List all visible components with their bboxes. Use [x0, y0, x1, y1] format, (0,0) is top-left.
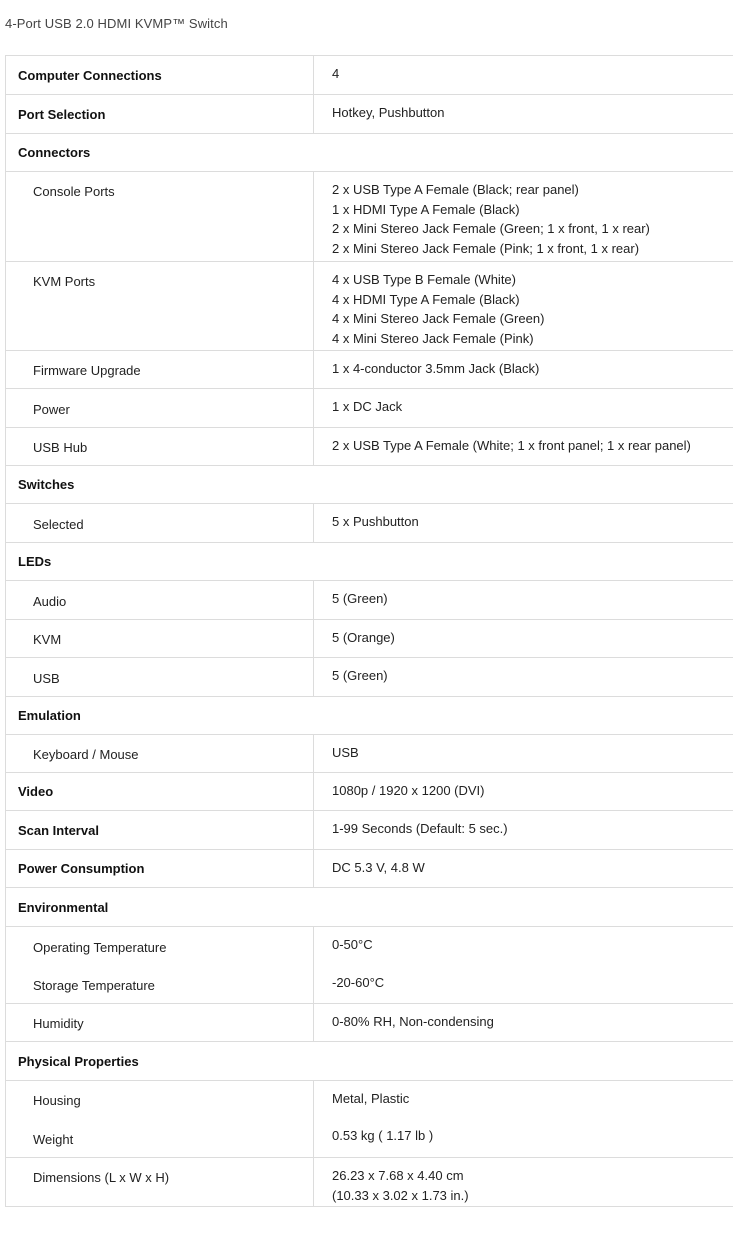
spec-label: Scan Interval — [6, 811, 314, 849]
spec-value — [314, 927, 733, 965]
spec-value-line: 4 x Mini Stereo Jack Female (Pink) — [332, 330, 534, 346]
spec-value-line: Metal, Plastic — [332, 1091, 410, 1106]
spec-value — [314, 735, 733, 772]
spec-label: Selected — [6, 504, 314, 542]
spec-value-line: 4 — [332, 66, 340, 81]
spec-value — [314, 389, 733, 427]
spec-value-line: USB — [332, 745, 359, 760]
spec-value-line: 1 x HDMI Type A Female (Black) — [332, 201, 520, 217]
spec-label: USB Hub — [6, 428, 314, 465]
spec-row — [6, 1003, 733, 1041]
spec-row — [6, 965, 733, 1003]
spec-value — [314, 1004, 733, 1041]
spec-row — [6, 465, 733, 503]
spec-value-line: Hotkey, Pushbutton — [332, 105, 445, 120]
spec-value — [314, 1081, 733, 1118]
spec-row — [6, 261, 733, 350]
spec-value — [314, 850, 733, 887]
spec-value-line: 2 x USB Type A Female (White; 1 x front panel; 1 x rear panel) — [332, 438, 691, 453]
spec-value-line: 4 x HDMI Type A Female (Black) — [332, 291, 520, 307]
spec-label: Power — [6, 389, 314, 427]
spec-value-line: 2 x Mini Stereo Jack Female (Green; 1 x front, 1 x rear) — [332, 221, 650, 236]
spec-row — [6, 810, 733, 849]
spec-row — [6, 1157, 733, 1206]
spec-row — [6, 542, 733, 580]
spec-row — [6, 619, 733, 657]
spec-value — [314, 428, 733, 465]
page-title: 4-Port USB 2.0 HDMI KVMP™ Switch — [5, 16, 228, 31]
spec-value — [314, 504, 733, 542]
spec-value-line: 2 x Mini Stereo Jack Female (Pink; 1 x front, 1 x rear) — [332, 240, 640, 256]
spec-label: KVM Ports — [6, 262, 314, 350]
spec-label: Dimensions (L x W x H) — [6, 1158, 314, 1206]
spec-label: Humidity — [6, 1004, 314, 1041]
spec-value — [314, 95, 733, 133]
spec-value — [314, 1118, 733, 1157]
spec-value — [314, 620, 733, 657]
spec-label: Console Ports — [6, 172, 314, 261]
spec-section-heading: Switches — [18, 477, 75, 492]
spec-value — [314, 56, 733, 94]
spec-value-line: -20-60°C — [332, 975, 385, 990]
spec-value — [314, 172, 733, 261]
spec-section-heading: Connectors — [18, 145, 91, 160]
spec-value-line: 1080p / 1920 x 1200 (DVI) — [332, 783, 485, 798]
spec-value-line: 5 (Orange) — [332, 630, 395, 645]
spec-section-heading: LEDs — [18, 554, 52, 569]
spec-section-heading: Environmental — [18, 899, 109, 915]
spec-label: Audio — [6, 581, 314, 619]
spec-value-line: 5 x Pushbutton — [332, 514, 419, 529]
spec-row — [6, 427, 733, 465]
spec-row — [6, 657, 733, 696]
spec-row — [6, 772, 733, 810]
spec-value — [314, 965, 733, 1003]
spec-value — [314, 773, 733, 810]
spec-label: USB — [6, 658, 314, 696]
spec-row — [6, 887, 733, 926]
spec-row — [6, 734, 733, 772]
spec-row — [6, 388, 733, 427]
spec-row — [6, 849, 733, 887]
spec-label: Housing — [6, 1081, 314, 1118]
spec-value-line: 1 x DC Jack — [332, 399, 403, 414]
spec-row — [6, 56, 733, 94]
spec-value — [314, 351, 733, 388]
spec-value-line: 1 x 4-conductor 3.5mm Jack (Black) — [332, 361, 540, 376]
spec-label: Storage Temperature — [6, 965, 314, 1003]
spec-label: Computer Connections — [6, 56, 314, 94]
spec-label: Power Consumption — [6, 850, 314, 887]
spec-value-line: 2 x USB Type A Female (Black; rear panel) — [332, 182, 579, 197]
spec-section-heading: Physical Properties — [18, 1053, 139, 1069]
spec-row — [6, 1041, 733, 1080]
spec-row — [6, 580, 733, 619]
spec-row — [6, 133, 733, 171]
spec-value — [314, 1158, 733, 1206]
spec-label: Firmware Upgrade — [6, 351, 314, 388]
spec-table — [5, 55, 733, 1207]
spec-row — [6, 1080, 733, 1118]
spec-value — [314, 811, 733, 849]
spec-label: KVM — [6, 620, 314, 657]
spec-value-line: 0-50°C — [332, 937, 373, 952]
spec-value-line: 5 (Green) — [332, 591, 388, 606]
spec-value — [314, 262, 733, 350]
spec-row — [6, 926, 733, 965]
spec-value-line: (10.33 x 3.02 x 1.73 in.) — [332, 1187, 469, 1203]
spec-value-line: 5 (Green) — [332, 668, 388, 683]
spec-value — [314, 581, 733, 619]
spec-row — [6, 503, 733, 542]
spec-label: Operating Temperature — [6, 927, 314, 965]
spec-row — [6, 171, 733, 261]
spec-row — [6, 350, 733, 388]
spec-label: Port Selection — [6, 95, 314, 133]
spec-row — [6, 696, 733, 734]
spec-label: Keyboard / Mouse — [6, 735, 314, 772]
spec-value-line: 0.53 kg ( 1.17 lb ) — [332, 1128, 434, 1143]
spec-value-line: 4 x Mini Stereo Jack Female (Green) — [332, 311, 545, 326]
spec-label: Weight — [6, 1118, 314, 1157]
spec-section-heading: Emulation — [18, 708, 81, 723]
spec-value-line: 1-99 Seconds (Default: 5 sec.) — [332, 821, 508, 836]
spec-value-line: DC 5.3 V, 4.8 W — [332, 860, 425, 875]
spec-row — [6, 94, 733, 133]
spec-value-line: 4 x USB Type B Female (White) — [332, 272, 516, 287]
spec-row — [6, 1118, 733, 1157]
spec-value — [314, 658, 733, 696]
spec-label: Video — [6, 773, 314, 810]
spec-value-line: 26.23 x 7.68 x 4.40 cm — [332, 1168, 464, 1183]
spec-value-line: 0-80% RH, Non-condensing — [332, 1014, 494, 1029]
